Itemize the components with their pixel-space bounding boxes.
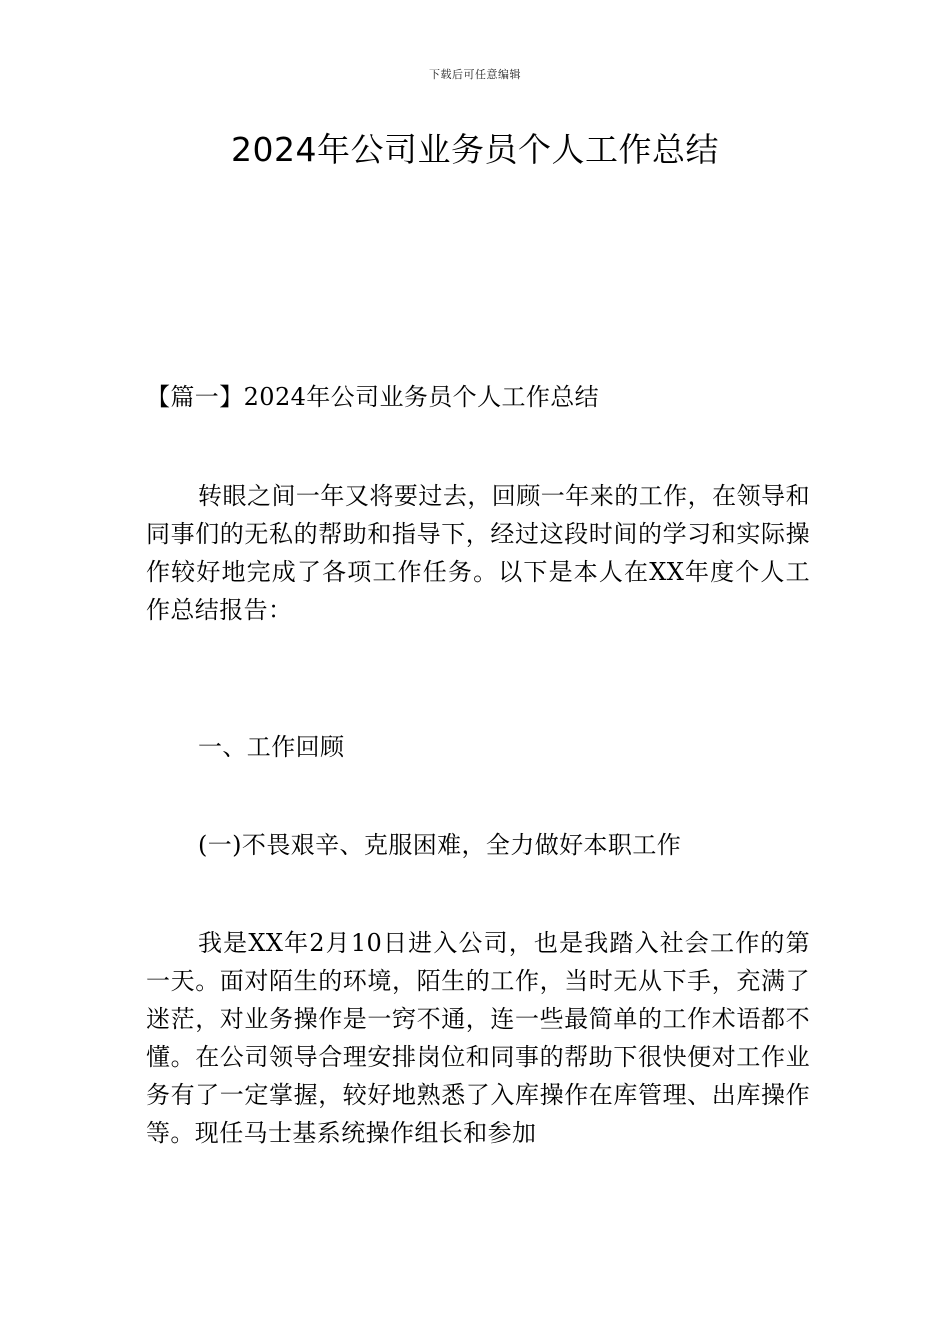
heading-work-review: 一、工作回顾 <box>198 733 345 761</box>
subheading-overcome-difficulties: (一)不畏艰辛、克服困难，全力做好本职工作 <box>198 831 682 859</box>
body-paragraph: 我是XX年2月10日进入公司，也是我踏入社会工作的第一天。面对陌生的环境，陌生的工作，当时无从下手，充满了迷茫，对业务操作是一窍不通，连一些最简单的工作术语都不懂。在公司领导合理安排岗位和同事的帮助下很快便对工作业务有了一定掌握，较好地熟悉了入库操作在库管理、出库操作等。现任马士基系统操作组长和参加 <box>146 929 810 1147</box>
document-title: 2024年公司业务员个人工作总结 <box>231 130 719 169</box>
header-note: 下载后可任意编辑 <box>429 68 521 81</box>
intro-paragraph: 转眼之间一年又将要过去，回顾一年来的工作，在领导和同事们的无私的帮助和指导下，经过这段时间的学习和实际操作较好地完成了各项工作任务。以下是本人在XX年度个人工作总结报告： <box>146 482 810 624</box>
section-heading: 【篇一】2024年公司业务员个人工作总结 <box>146 383 600 411</box>
